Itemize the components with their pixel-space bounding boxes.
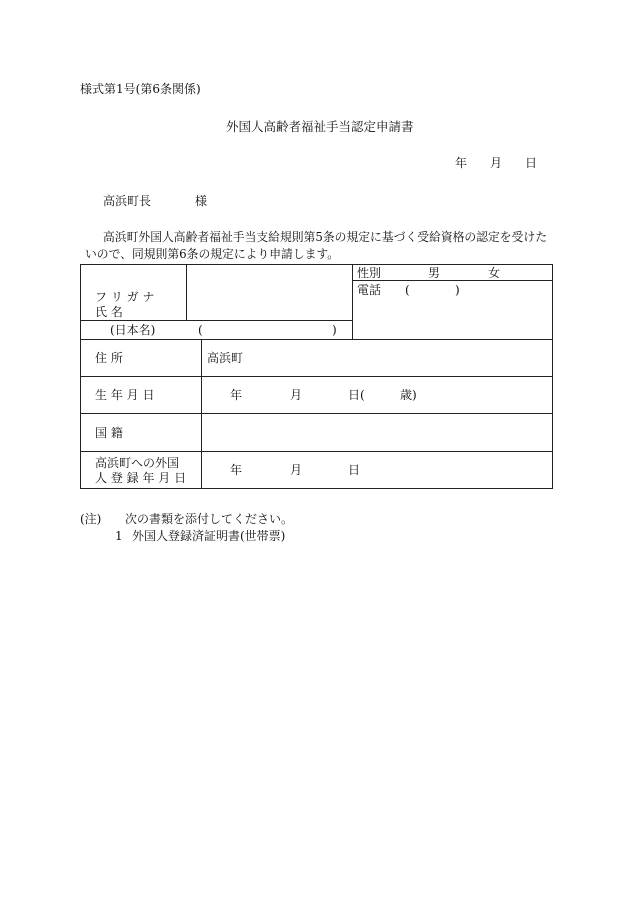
gender-label: 性別 — [357, 266, 382, 280]
body-text-line2: いので、同規則第6条の規定により申請します。 — [85, 247, 340, 261]
gender-male-option[interactable]: 男 — [428, 266, 441, 280]
registration-day: 日 — [348, 463, 361, 477]
addressee: 高浜町長 — [103, 194, 152, 208]
addressee-suffix: 様 — [195, 194, 208, 208]
furigana-label: フ リ ガ ナ — [95, 290, 155, 304]
date-year: 年 — [455, 156, 468, 170]
phone-open-paren: ( — [405, 283, 410, 297]
date-day: 日 — [525, 156, 538, 170]
birth-age-unit: 歳) — [400, 388, 417, 402]
nationality-field[interactable] — [202, 414, 551, 450]
body-text-line1: 高浜町外国人高齢者福祉手当支給規則第5条の規定に基づく受給資格の認定を受けた — [103, 230, 547, 244]
birth-day-age: 日( — [348, 388, 365, 402]
birth-year: 年 — [230, 388, 243, 402]
date-month: 月 — [490, 156, 503, 170]
phone-close-paren: ) — [455, 283, 460, 297]
registration-label-line2: 人 登 録 年 月 日 — [95, 471, 187, 485]
application-table — [80, 264, 553, 489]
note-text: 次の書類を添付してください。 — [125, 512, 294, 526]
form-title: 外国人高齢者福祉手当認定申請書 — [226, 119, 414, 134]
furigana-name-field[interactable] — [187, 265, 351, 319]
form-number: 様式第1号(第6条関係) — [80, 82, 201, 96]
gender-female-option[interactable]: 女 — [488, 266, 501, 280]
phone-label: 電話 — [357, 283, 382, 297]
address-value[interactable]: 高浜町 — [207, 351, 244, 365]
birth-month: 月 — [290, 388, 303, 402]
japanese-name-close-paren: ) — [332, 323, 337, 337]
japanese-name-label: (日本名) — [110, 323, 156, 337]
registration-month: 月 — [290, 463, 303, 477]
nationality-label: 国 籍 — [95, 426, 123, 440]
note-item-text: 外国人登録済証明書(世帯票) — [132, 529, 286, 543]
japanese-name-open-paren: ( — [198, 323, 203, 337]
registration-year: 年 — [230, 463, 243, 477]
address-label: 住 所 — [95, 351, 123, 365]
name-label: 氏 名 — [95, 305, 123, 319]
note-label: (注) — [80, 512, 102, 526]
note-item-number: 1 — [115, 529, 123, 543]
birthdate-label: 生 年 月 日 — [95, 388, 155, 402]
registration-label-line1: 高浜町への外国 — [95, 456, 180, 470]
